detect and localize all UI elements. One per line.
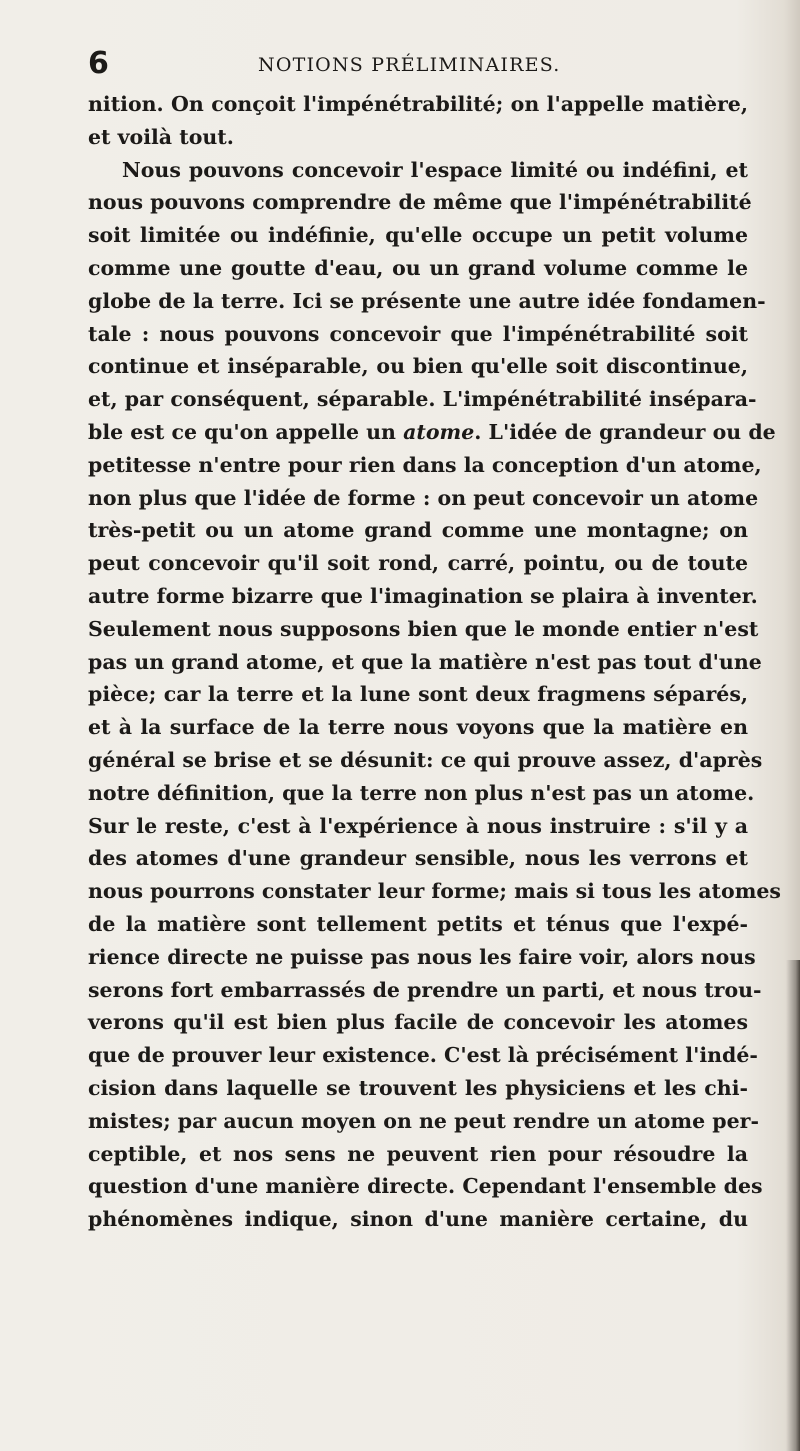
text-line: Nous pouvons concevoir l'espace limité ou indéfini, et <box>122 157 748 182</box>
text-line: serons fort embarrassés de prendre un parti, et nous trou- <box>88 977 762 1002</box>
text-line: de la matière sont tellement petits et ténus que l'expé- <box>88 911 748 936</box>
text-segment: ble est ce qu'on appelle un <box>88 419 404 444</box>
text-line: non plus que l'idée de forme : on peut concevoir un atome <box>88 485 759 510</box>
text-line: question d'une manière directe. Cependant l'ensemble des <box>88 1174 763 1199</box>
text-line: verons qu'il est bien plus facile de concevoir les atomes <box>88 1010 748 1035</box>
text-line: petitesse n'entre pour rien dans la conception d'un atome, <box>88 452 762 477</box>
text-line: et, par conséquent, séparable. L'impénétrabilité insépara- <box>88 387 757 412</box>
page-header <box>88 46 748 82</box>
text-line: notre définition, que la terre non plus n'est pas un atome. <box>88 780 755 805</box>
text-line: Sur le reste, c'est à l'expérience à nous instruire : s'il y a <box>88 813 748 838</box>
text-line: autre forme bizarre que l'imagination se plaira à inventer. <box>88 583 758 608</box>
page-edge-shadow <box>786 960 800 1451</box>
text-line: des atomes d'une grandeur sensible, nous les verrons et <box>88 846 748 871</box>
text-line: et à la surface de la terre nous voyons que la matière en <box>88 715 748 740</box>
text-line: comme une goutte d'eau, ou un grand volume comme le <box>88 255 748 280</box>
page-number: 6 <box>88 46 109 81</box>
text-line: pièce; car la terre et la lune sont deux fragmens séparés, <box>88 682 748 707</box>
text-line: mistes; par aucun moyen on ne peut rendre un atome per- <box>88 1108 759 1133</box>
text-segment: . L'idée de grandeur ou de <box>474 419 776 444</box>
text-line: rience directe ne puisse pas nous les faire voir, alors nous <box>88 944 756 969</box>
text-line: très-petit ou un atome grand comme une montagne; on <box>88 518 748 543</box>
text-line: nous pourrons constater leur forme; mais si tous les atomes <box>88 879 781 904</box>
text-line: pas un grand atome, et que la matière n'est pas tout d'une <box>88 649 762 674</box>
text-line: que de prouver leur existence. C'est là précisément l'indé- <box>88 1043 758 1068</box>
text-line: nous pouvons comprendre de même que l'impénétrabilité <box>88 190 752 215</box>
body-text <box>88 88 781 1236</box>
text-line: cision dans laquelle se trouvent les physiciens et les chi- <box>88 1075 748 1100</box>
text-line: et voilà tout. <box>88 124 234 149</box>
italic-term: atome <box>403 419 475 444</box>
text-line: général se brise et se désunit: ce qui prouve assez, d'après <box>88 747 763 772</box>
text-line: continue et inséparable, ou bien qu'elle soit discontinue, <box>88 354 748 379</box>
text-line: globe de la terre. Ici se présente une autre idée fondamen- <box>88 288 766 313</box>
text-line-atome <box>88 416 776 449</box>
text-line: Seulement nous supposons bien que le monde entier n'est <box>88 616 759 641</box>
text-line: peut concevoir qu'il soit rond, carré, pointu, ou de toute <box>88 551 748 576</box>
text-line: tale : nous pouvons concevoir que l'impénétrabilité soit <box>88 321 748 346</box>
text-line: ceptible, et nos sens ne peuvent rien pour résoudre la <box>88 1141 748 1166</box>
text-line: nition. On conçoit l'impénétrabilité; on l'appelle matière, <box>88 92 748 116</box>
running-head: NOTIONS PRÉLIMINAIRES. <box>258 54 561 76</box>
text-line: phénomènes indique, sinon d'une manière certaine, du <box>88 1207 748 1232</box>
text-line: soit limitée ou indéfinie, qu'elle occupe un petit volume <box>88 223 748 248</box>
